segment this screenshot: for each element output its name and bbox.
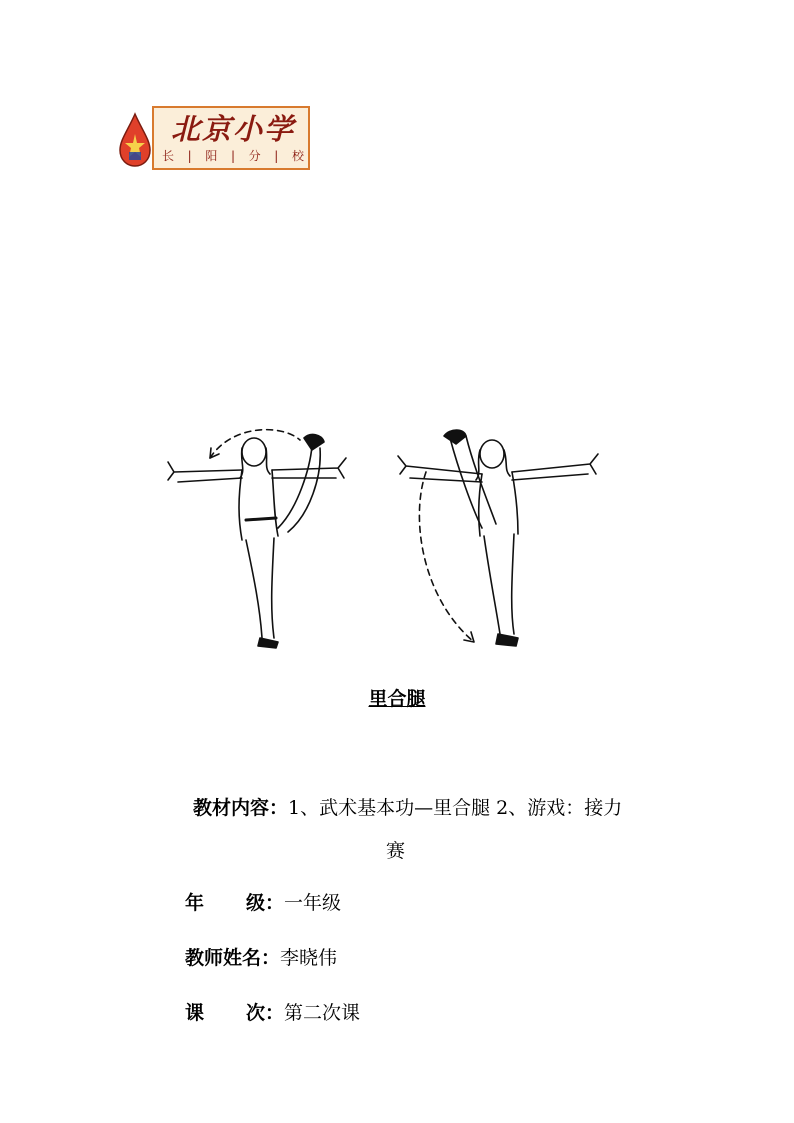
logo-sub-char: 阳 <box>205 149 218 163</box>
teacher-line <box>185 945 337 971</box>
grade-value: 一年级 <box>284 892 342 914</box>
grade-line <box>185 890 341 916</box>
logo-sub-char: 长 <box>162 149 175 163</box>
logo-divider: | <box>274 149 279 163</box>
content-value-continuation: 赛 <box>386 840 406 862</box>
logo-frame <box>152 106 310 170</box>
lesson-label-second: 次： <box>246 1002 285 1024</box>
logo-divider: | <box>187 149 192 163</box>
logo-sub-char: 校 <box>291 149 304 163</box>
content-line <box>193 795 622 821</box>
figure-kick-right-icon <box>392 428 606 654</box>
logo-subtitle <box>162 148 304 164</box>
content-label: 教材内容： <box>193 797 289 819</box>
logo-divider: | <box>230 149 235 163</box>
lesson-label-first: 课 <box>185 1002 205 1024</box>
lesson-value: 第二次课 <box>284 1002 361 1024</box>
figure-caption: 里合腿 <box>368 688 426 710</box>
content-line-continuation <box>386 838 405 864</box>
logo-title: 北京小学 <box>170 112 295 146</box>
grade-label-first: 年 <box>185 892 205 914</box>
figure-kick-left-icon <box>162 428 358 654</box>
school-logo <box>118 106 314 172</box>
drop-emblem-icon <box>118 112 152 168</box>
teacher-value: 李晓伟 <box>280 947 338 969</box>
content-value: 1、武术基本功—里合腿 2、游戏：接力 <box>288 797 623 819</box>
grade-label-second: 级： <box>246 892 285 914</box>
teacher-label: 教师姓名： <box>185 947 281 969</box>
logo-sub-char: 分 <box>248 149 261 163</box>
lesson-line <box>185 1000 360 1026</box>
